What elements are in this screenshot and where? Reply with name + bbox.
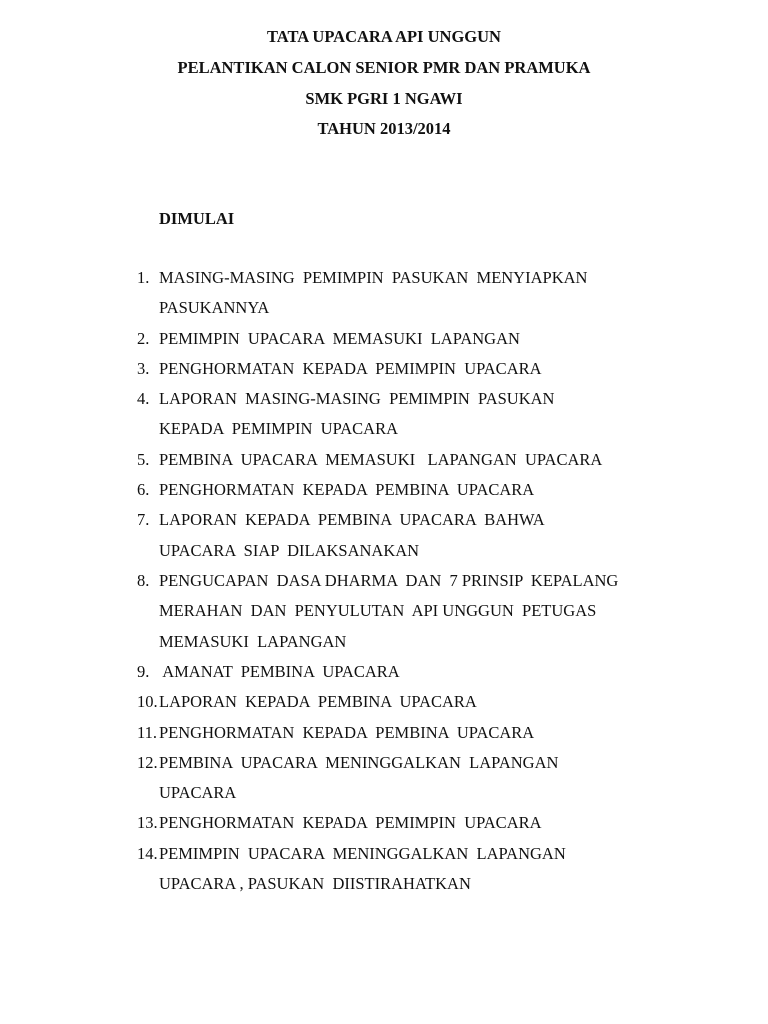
list-item-text: PEMIMPIN UPACARA MEMASUKI LAPANGAN [159, 328, 520, 348]
list-item-text: PEMIMPIN UPACARA MENINGGALKAN LAPANGAN [159, 843, 566, 863]
list-item-text: PENGHORMATAN KEPADA PEMBINA UPACARA [159, 480, 535, 500]
list-item-text: MEMASUKI LAPANGAN [159, 631, 347, 651]
list-item-text: PEMBINA UPACARA MENINGGALKAN LAPANGAN [159, 752, 559, 772]
list-item-text: KEPADA PEMIMPIN UPACARA [159, 419, 399, 439]
list-item-text: AMANAT PEMBINA UPACARA [159, 661, 400, 681]
academic-year: TAHUN 2013/2014 [317, 119, 451, 138]
list-item-text: MASING-MASING PEMIMPIN PASUKAN MENYIAPKAN [159, 268, 588, 287]
list-item-number: 5. [137, 449, 150, 469]
list-item-number: 3. [137, 358, 150, 378]
list-item-text: UPACARA SIAP DILAKSANAKAN [159, 540, 420, 560]
list-item-number: 12. [137, 752, 158, 772]
list-item-text: PEMBINA UPACARA MEMASUKI LAPANGAN UPACARA [159, 449, 603, 469]
school-name: SMK PGRI 1 NGAWI [305, 89, 463, 108]
list-item-number: 13. [137, 813, 158, 833]
list-item-text: PASUKANNYA [159, 298, 270, 318]
list-item-number: 7. [137, 510, 150, 530]
list-item-text: MERAHAN DAN PENYULUTAN API UNGGUN PETUGAS [159, 601, 597, 621]
list-item-number: 10. [137, 692, 158, 712]
event-subtitle: PELANTIKAN CALON SENIOR PMR DAN PRAMUKA [177, 58, 591, 77]
list-item-text: PENGUCAPAN DASA DHARMA DAN 7 PRINSIP KEPALANG [159, 571, 619, 590]
list-item-text: UPACARA [159, 783, 237, 803]
list-item-text: LAPORAN MASING-MASING PEMIMPIN PASUKAN [159, 389, 555, 409]
list-item-number: 8. [137, 571, 150, 590]
list-item-text: PENGHORMATAN KEPADA PEMIMPIN UPACARA [159, 813, 542, 833]
document-title: TATA UPACARA API UNGGUN [267, 27, 501, 46]
list-item-number: 9. [137, 661, 150, 681]
list-item-number: 1. [137, 268, 150, 287]
list-item-text: PENGHORMATAN KEPADA PEMIMPIN UPACARA [159, 358, 542, 378]
list-item-number: 11. [137, 722, 158, 742]
list-item-text: LAPORAN KEPADA PEMBINA UPACARA BAHWA [159, 510, 545, 530]
list-item-text: PENGHORMATAN KEPADA PEMBINA UPACARA [159, 722, 535, 742]
list-item-number: 2. [137, 328, 150, 348]
list-item-text: UPACARA , PASUKAN DIISTIRAHATKAN [159, 873, 471, 893]
list-item-number: 14. [137, 843, 158, 863]
list-item-number: 4. [137, 389, 150, 409]
list-item-number: 6. [137, 480, 150, 500]
section-heading: DIMULAI [159, 209, 235, 228]
list-item-text: LAPORAN KEPADA PEMBINA UPACARA [159, 692, 477, 712]
